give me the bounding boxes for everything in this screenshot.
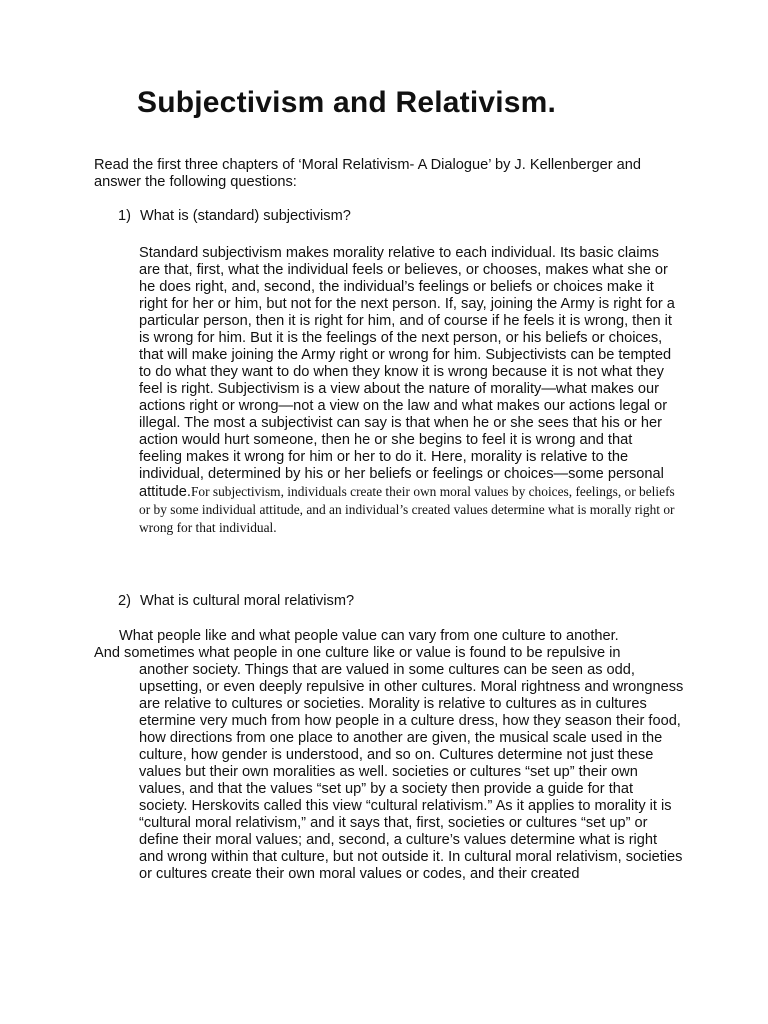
answer-2 [94,628,684,883]
question-number: 2) [118,593,131,609]
page-title: Subjectivism and Relativism. [137,86,557,119]
question-text: What is cultural moral relativism? [140,593,355,609]
question-text: What is (standard) subjectivism? [140,208,351,224]
answer-2-body: another society. Things that are valued in some cultures can be seen as odd, upsetting, or even deeply repulsive in other cultures. Moral rightness and wrongness are relative to cultures or societies. Morality is relative to cultures as in cultures etermine very much from how people in a culture dress, how they season their food, how directions from one place to another are given, the musical scale used in the culture, how gender is understood, and so on. Cultures determine not just these values but their own moralities as well. societies or cultures “set up” their own values, and that the values “set up” by a society then provide a guide for that society. Herskovits called this view “cultural relativism.” As it applies to morality it is “cultural moral relativism,” and it says that, first, societies or cultures “set up” or define their moral values; and, second, a culture’s values determine what is right and wrong within that culture, but not outside it. In cultural moral relativism, societies or cultures create their own moral values or codes, and their created [139,662,684,882]
answer-1 [139,245,679,537]
answer-2-line-1: What people like and what people value can vary from one culture to another. [119,628,619,644]
intro-paragraph: Read the first three chapters of ‘Moral Relativism- A Dialogue’ by J. Kellenberger and answer the following questions: [94,157,641,190]
question-number: 1) [118,208,131,224]
answer-2-line-2: And sometimes what people in one culture like or value is found to be repulsive in [94,645,621,661]
answer-1-summary: For subjectivism, individuals create their own moral values by choices, feelings, or beliefs or by some individual attitude, and an individual’s created values determine what is morally right or wrong for that individual. [139,484,675,535]
answer-1-body: Standard subjectivism makes morality relative to each individual. Its basic claims are that, first, what the individual feels or believes, or chooses, makes what she or he does right, and, second, the individual’s feelings or beliefs or choices make it right for her or him, but not for the next person. If, say, joining the Army is right for a particular person, then it is right for him, and of course if he feels it is wrong, then it is wrong for him. But it is the feelings of the next person, or his beliefs or choices, that will make joining the Army right or wrong for him. Subjectivists can be tempted to do what they want to do when they know it is wrong because it is not what they feel is right. Subjectivism is a view about the nature of morality—what makes our actions right or wrong—not a view on the law and what makes our actions legal or illegal. The most a subjectivist can say is that when he or she sees that his or her action would hurt someone, then he or she begins to feel it is wrong and that feeling makes it wrong for him or her to do it. Here, morality is relative to the individual, determined by his or her beliefs or feelings or choices—some personal attitude. [139,245,675,500]
